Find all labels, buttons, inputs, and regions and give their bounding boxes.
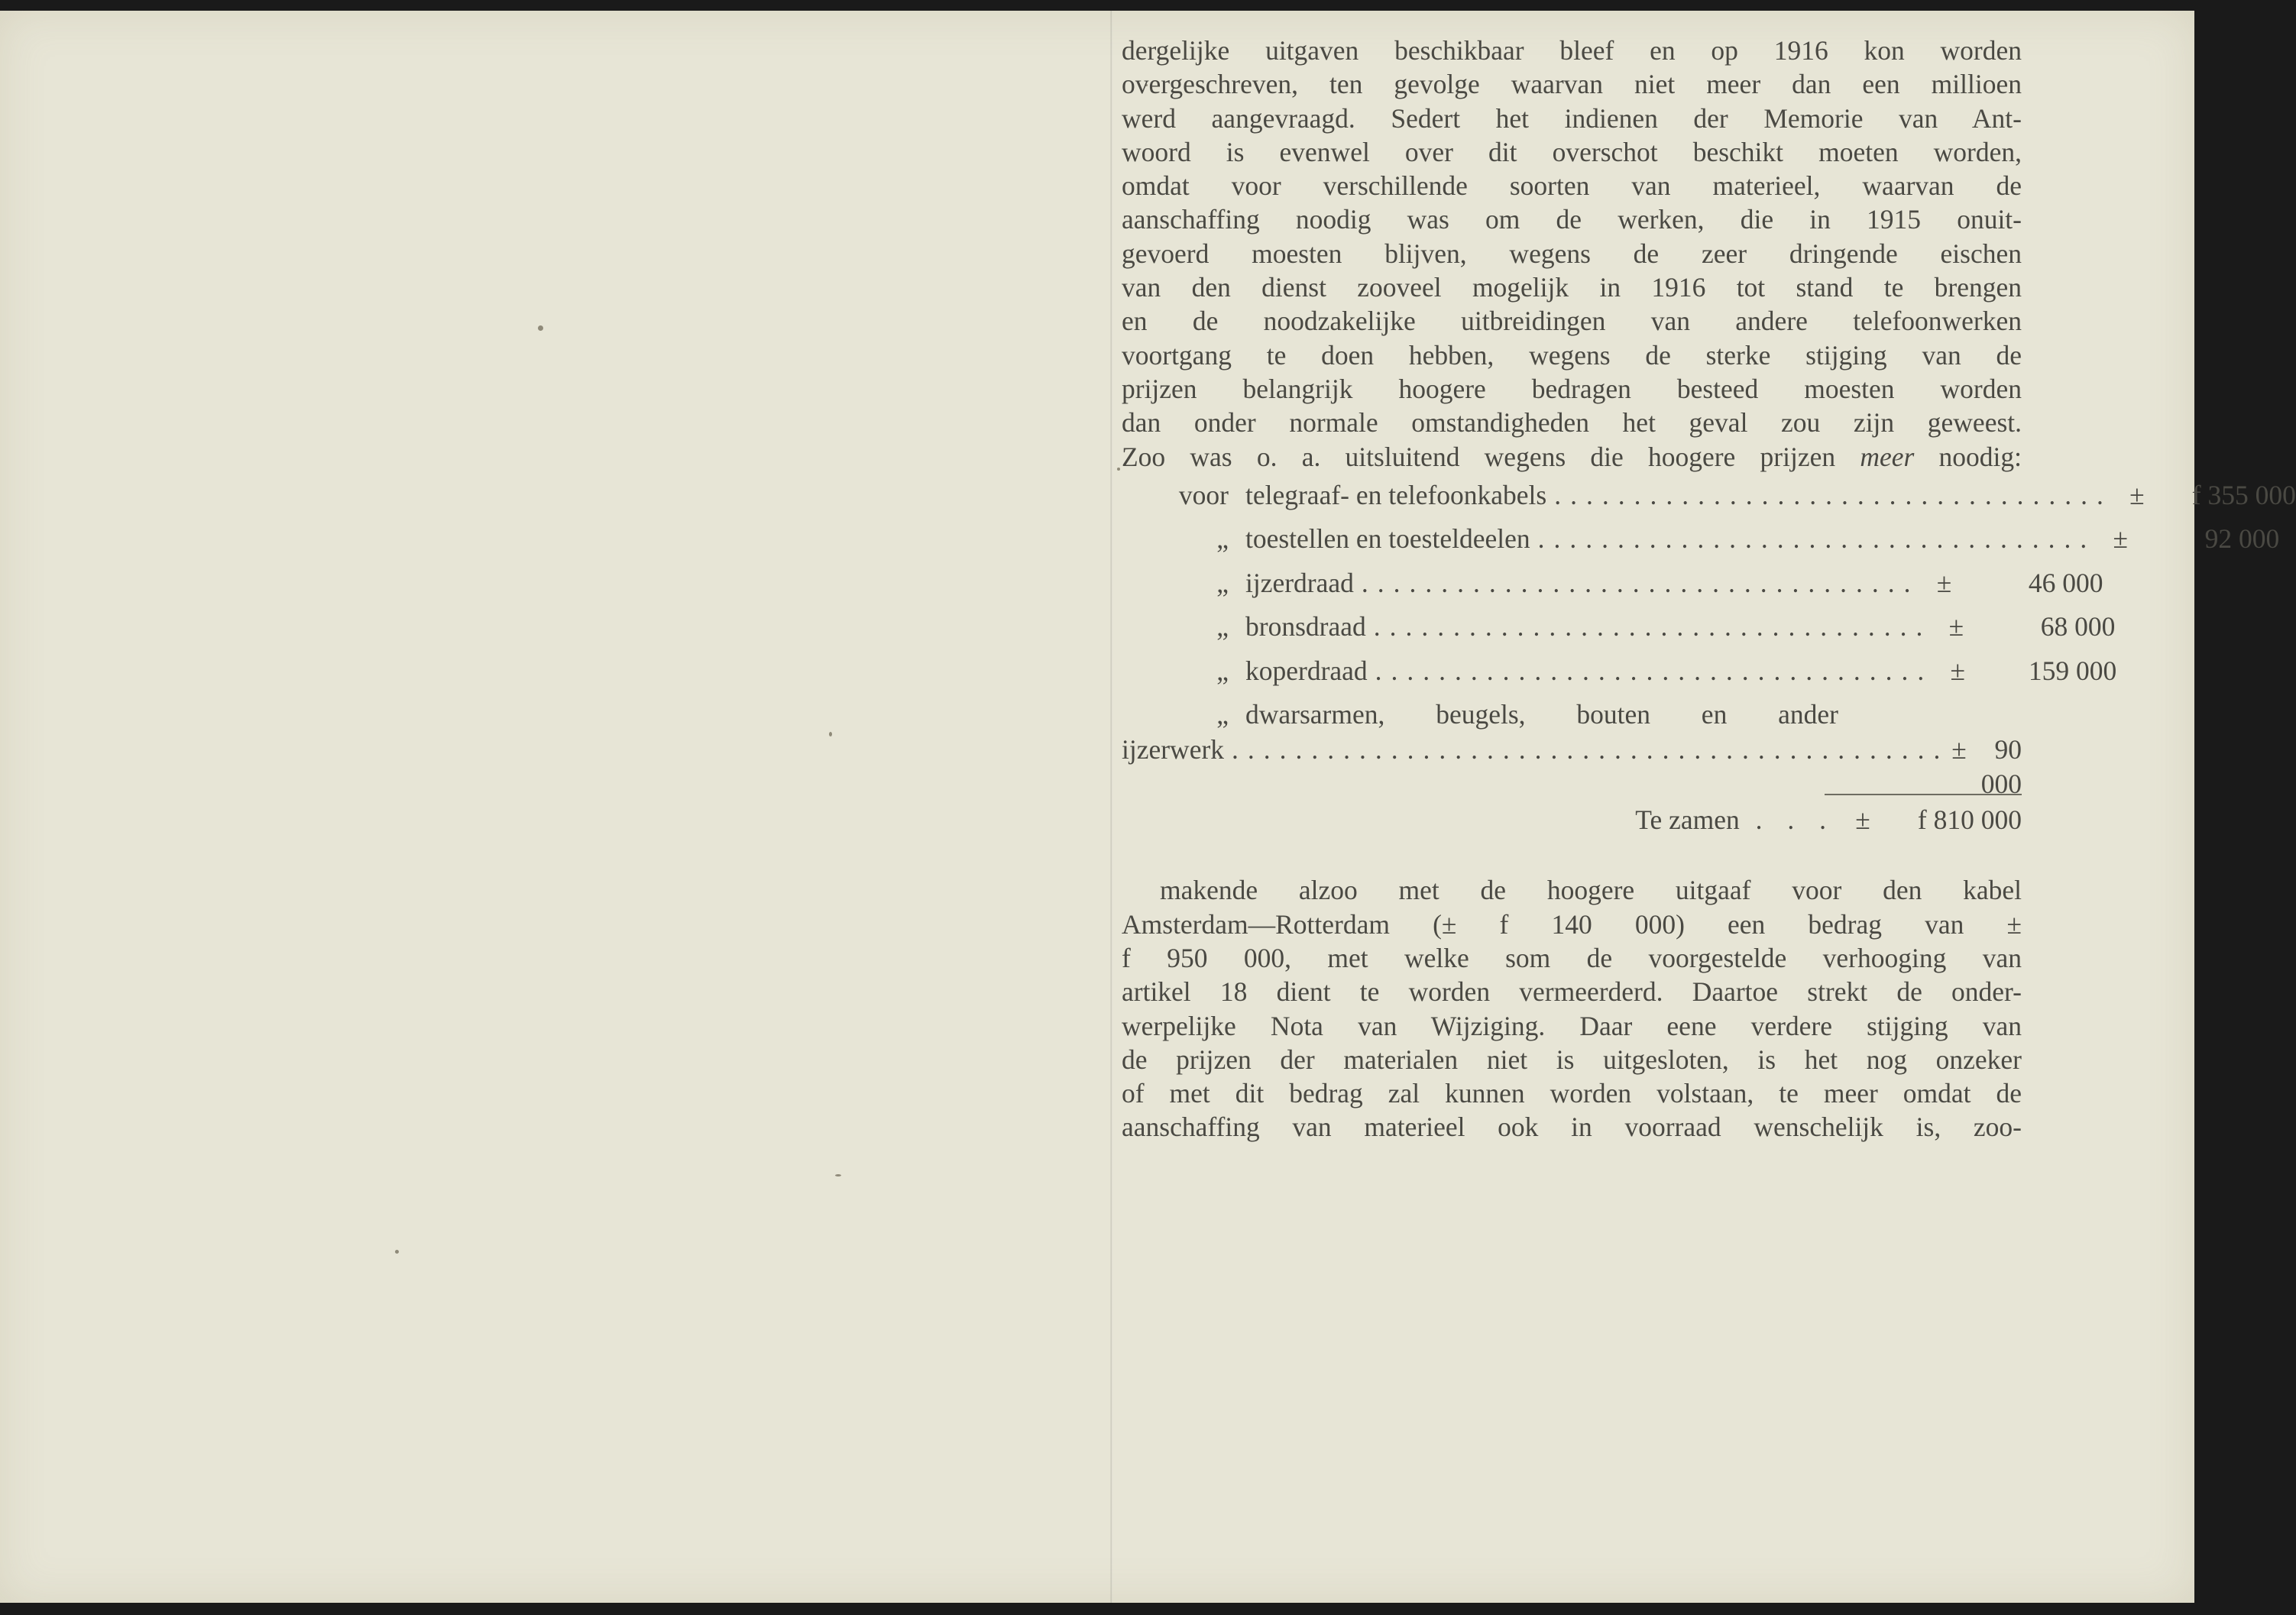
row-prefix: „ bbox=[1216, 611, 1229, 642]
cost-row bbox=[1122, 610, 2116, 654]
total-amount: f 810 000 bbox=[1917, 804, 2022, 836]
text-line: overgeschreven, ten gevolge waarvan niet meer dan een millioen bbox=[1122, 69, 2022, 100]
paragraph-2 bbox=[1122, 873, 2022, 1144]
plusminus-sign: ± bbox=[1951, 734, 1967, 765]
text-line: werpelijke Nota van Wijziging. Daar eene verdere stijging van bbox=[1122, 1010, 2022, 1041]
dot-leader: ................................... bbox=[1361, 567, 1920, 598]
dot-leader: ................................... bbox=[1373, 611, 1932, 642]
text-line: werd aangevraagd. Sedert het indienen der Memorie van Ant- bbox=[1122, 102, 2022, 134]
row-label-continued: ijzerwerk bbox=[1122, 734, 1225, 765]
page-fold bbox=[1110, 11, 1112, 1603]
row-label: dwarsarmen, beugels, bouten en ander bbox=[1245, 699, 1838, 730]
row-label: toestellen en toesteldeelen bbox=[1245, 523, 1530, 555]
text-line: of met dit bedrag zal kunnen worden volstaan, te meer omdat de bbox=[1122, 1078, 2022, 1109]
intro-text: Zoo was o. a. uitsluitend wegens die hoogere prijzen bbox=[1122, 441, 1860, 472]
text-line: f 950 000, met welke som de voorgestelde verhooging van bbox=[1122, 942, 2022, 973]
row-label: bronsdraad bbox=[1245, 611, 1366, 642]
row-prefix: voor bbox=[1178, 479, 1229, 510]
plusminus-sign: ± bbox=[1936, 567, 1952, 598]
text-line: prijzen belangrijk hoogere bedragen besteed moesten worden bbox=[1122, 373, 2022, 404]
row-prefix: „ bbox=[1216, 699, 1229, 730]
dot-leader: ................................... bbox=[1375, 655, 1934, 686]
row-amount: 92 000 bbox=[2204, 523, 2280, 555]
row-prefix: „ bbox=[1216, 523, 1229, 555]
text-line: en de noodzakelijke uitbreidingen van andere telefoonwerken bbox=[1122, 306, 2022, 337]
plusminus-sign: ± bbox=[2129, 479, 2145, 510]
text-line: omdat voor verschillende soorten van materieel, waarvan de bbox=[1122, 170, 2022, 202]
total-row bbox=[1122, 803, 2022, 850]
plusminus-sign: ± bbox=[1950, 655, 1966, 686]
text-line: gevoerd moesten blijven, wegens de zeer dringende eischen bbox=[1122, 238, 2022, 269]
text-column bbox=[1122, 34, 2296, 1144]
intro-text-end: noodig: bbox=[1914, 441, 2022, 472]
text-line: makende alzoo met de hoogere uitgaaf voor den kabel bbox=[1160, 875, 2022, 906]
text-line: de prijzen der materialen niet is uitgesloten, is het nog onzeker bbox=[1122, 1044, 2022, 1075]
cost-row bbox=[1122, 522, 2280, 566]
paper-speck bbox=[538, 325, 543, 331]
row-amount: 159 000 bbox=[2028, 655, 2117, 686]
cost-row-multiline bbox=[1122, 697, 2022, 733]
row-prefix: „ bbox=[1216, 655, 1229, 686]
row-label: koperdraad bbox=[1245, 655, 1368, 686]
cost-row bbox=[1122, 566, 2103, 610]
paper-speck bbox=[835, 1174, 841, 1176]
text-line: Amsterdam—Rotterdam (± f 140 000) een bedrag van ± bbox=[1122, 908, 2022, 940]
row-amount: 46 000 bbox=[2028, 567, 2103, 598]
row-label: ijzerdraad bbox=[1245, 567, 1354, 598]
dot-leader: ................................... bbox=[1537, 523, 2097, 555]
text-line: aanschaffing noodig was om de werken, die in 1915 onuit- bbox=[1122, 204, 2022, 235]
intro-emphasis: meer bbox=[1860, 441, 1915, 472]
row-amount: 90 000 bbox=[1980, 734, 2022, 799]
cost-list bbox=[1122, 478, 2296, 851]
dot-leader: . . . bbox=[1739, 804, 1835, 836]
cost-row bbox=[1122, 654, 2117, 698]
paragraph-1 bbox=[1122, 34, 2022, 474]
paper-speck bbox=[829, 732, 832, 736]
text-line: aanschaffing van materieel ook in voorraad wenschelijk is, zoo- bbox=[1122, 1112, 2022, 1143]
cost-row bbox=[1122, 478, 2296, 523]
paper-speck bbox=[1117, 468, 1120, 471]
dot-leader: ................................... bbox=[1554, 479, 2113, 510]
text-line: woord is evenwel over dit overschot beschikt moeten worden, bbox=[1122, 136, 2022, 167]
intro-line bbox=[1122, 440, 2022, 474]
text-line: voortgang te doen hebben, wegens de sterke stijging van de bbox=[1122, 339, 2022, 371]
text-line: artikel 18 dient te worden vermeerderd. Daartoe strekt de onder- bbox=[1122, 976, 2022, 1008]
cost-row-multiline-end bbox=[1122, 733, 2022, 799]
row-amount: f 355 000 bbox=[2191, 479, 2296, 510]
text-line: dergelijke uitgaven beschikbaar bleef en op 1916 kon worden bbox=[1122, 35, 2022, 66]
paper-speck bbox=[395, 1250, 399, 1254]
plusminus-sign: ± bbox=[2113, 523, 2128, 555]
dot-leader: ............................................. bbox=[1232, 734, 1950, 765]
row-prefix: „ bbox=[1216, 567, 1229, 598]
plusminus-sign: ± bbox=[1855, 804, 1870, 836]
text-line: dan onder normale omstandigheden het geval zou zijn geweest. bbox=[1122, 407, 2022, 439]
total-label: Te zamen bbox=[1635, 804, 1740, 836]
row-label: telegraaf- en telefoonkabels bbox=[1245, 479, 1547, 510]
text-line: van den dienst zooveel mogelijk in 1916 tot stand te brengen bbox=[1122, 272, 2022, 303]
plusminus-sign: ± bbox=[1948, 611, 1964, 642]
row-amount: 68 000 bbox=[2040, 611, 2116, 642]
